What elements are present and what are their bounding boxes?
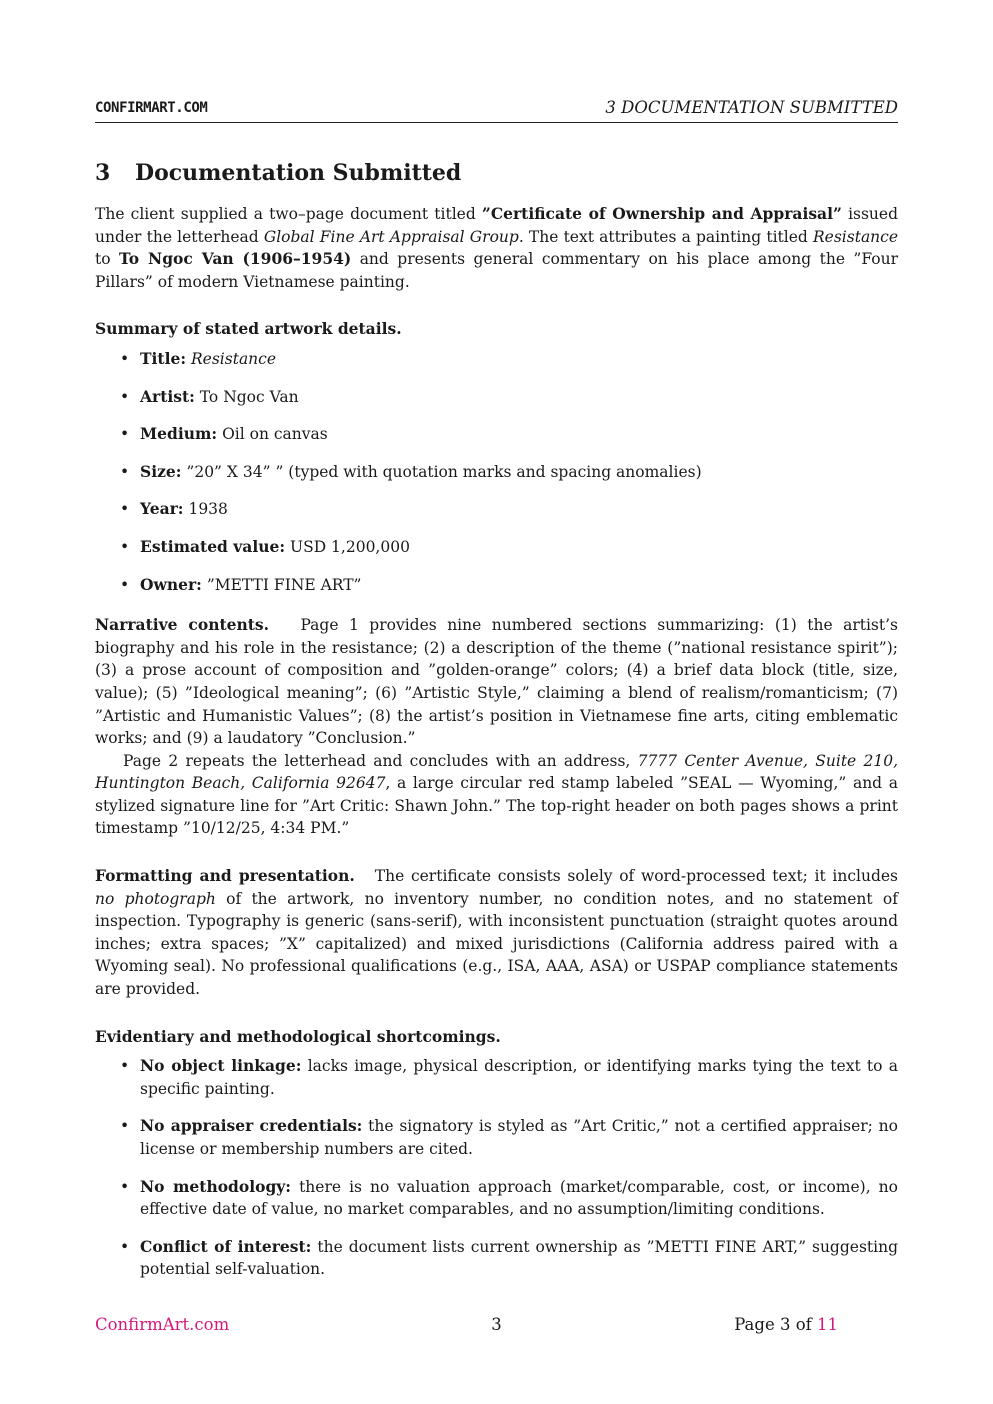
page-content [95,156,898,1296]
letterhead-name: Global Fine Art Appraisal Group. [263,227,524,246]
bullet-icon: • [120,462,130,481]
page-count: Page 3 of 11 [734,1315,838,1334]
document-title: ”Certificate of Ownership and Appraisal” [481,204,842,223]
page-number: 3 [491,1315,502,1334]
list-item: • Estimated value: USD 1,200,000 [140,536,898,559]
list-item: • Year: 1938 [140,498,898,521]
bullet-icon: • [120,1177,130,1196]
list-item: • No methodology: there is no valuation approach (market/comparable, cost, or income), no effective date of value, no market comparables, and no assumption/limiting conditions. [120,1176,898,1219]
page-header [95,98,898,123]
painting-title: Resistance [813,227,899,246]
list-item: • No object linkage: lacks image, physical description, or identifying marks tying the text to a specific painting. [120,1056,898,1098]
summary-heading: Summary of stated artwork details. [95,319,402,339]
section-number: 3 [95,160,111,186]
running-head: 3 DOCUMENTATION SUBMITTED [605,98,898,117]
page-footer [95,1315,898,1339]
list-item: • Size: ”20” X 34” ” (typed with quotation marks and spacing anomalies) [140,461,898,484]
artwork-details-list [95,348,898,596]
list-item: • Owner: ”METTI FINE ART” [140,574,898,597]
bullet-icon: • [120,1117,130,1136]
list-item: • Conflict of interest: the document lists current ownership as ”METTI FINE ART,” suggesting potential self-valuation. [120,1236,898,1279]
shortcomings-heading: Evidentiary and methodological shortcomings. [95,1026,501,1046]
bullet-icon: • [120,1237,130,1256]
formatting-lead: Formatting and presentation. [95,866,355,886]
artist-name: To Ngoc Van (1906–1954) [119,249,352,269]
formatting-paragraph: Formatting and presentation. The certificate consists solely of word-processed text; it includes no photograph of the artwork, no inventory number, no condition notes, and no statement of inspection. Typography is generic (sans-serif), with inconsistent punctuation (straight quotes around inches; extra spaces; ”X” capitalized) and mixed jurisdictions (California address paired with a Wyoming seal). No professional qualifications (e.g., ISA, AAA, ASA) or USPAP compliance statements are provided. [95,866,899,999]
site-logo: CONFIRMART.COM [95,100,208,116]
list-item: • No appraiser credentials: the signatory is styled as ”Art Critic,” not a certified appraiser; no license or membership numbers are cited. [120,1116,898,1158]
bullet-icon: • [120,575,130,594]
list-item: • Artist: To Ngoc Van [140,386,898,409]
narrative-paragraph: Narrative contents. Page 1 provides nine numbered sections summarizing: (1) the artist’s biography and his role in the resistance; (2) a description of the theme (”national resistance spirit”); (3) a prose account of composition and ”golden-orange” colors; (4) a brief data block (title, size, value); (5) ”Ideological meaning”; (6) ”Artistic Style,” claiming a blend of realism/romanticism; (7) ”Artistic and Humanistic Values”; (8) the artist’s position in Vietnamese fine arts, citing emblematic works; and (9) a laudatory ”Conclusion.” [95,615,898,748]
total-pages-link[interactable]: 11 [817,1315,838,1334]
bullet-icon: • [120,1057,130,1076]
site-link[interactable]: ConfirmArt.com [95,1315,230,1334]
bullet-icon: • [120,349,130,368]
list-item: • Title: Resistance [140,348,898,371]
bullet-icon: • [120,387,130,406]
list-item: • Medium: Oil on canvas [140,423,898,446]
section-heading [95,156,898,190]
bullet-icon: • [120,500,130,519]
intro-paragraph: The client supplied a two–page document titled ”Certificate of Ownership and Appraisal” issued under the letterhead Global Fine Art Appraisal Group. The text attributes a painting titled Resistance to To Ngoc Van (1906–1954) and presents general commentary on his place among the ”Four Pillars” of modern Vietnamese painting. [95,204,899,291]
narrative-lead: Narrative contents. [95,615,270,635]
narrative-paragraph-2: Page 2 repeats the letterhead and concludes with an address, 7777 Center Avenue, Suite 210, Huntington Beach, California 92647, a large circular red stamp labeled ”SEAL — Wyoming,” and a stylized signature line for ”Art Critic: Shawn John.” The top-right header on both pages shows a print timestamp ”10/12/25, 4:34 PM.” [95,751,899,838]
address: 7777 Center Avenue, Suite 210, Huntington Beach, California 92647 [95,751,899,793]
shortcomings-list [95,1055,898,1281]
section-title: Documentation Submitted [135,160,462,186]
bullet-icon: • [120,537,130,556]
bullet-icon: • [120,425,130,444]
